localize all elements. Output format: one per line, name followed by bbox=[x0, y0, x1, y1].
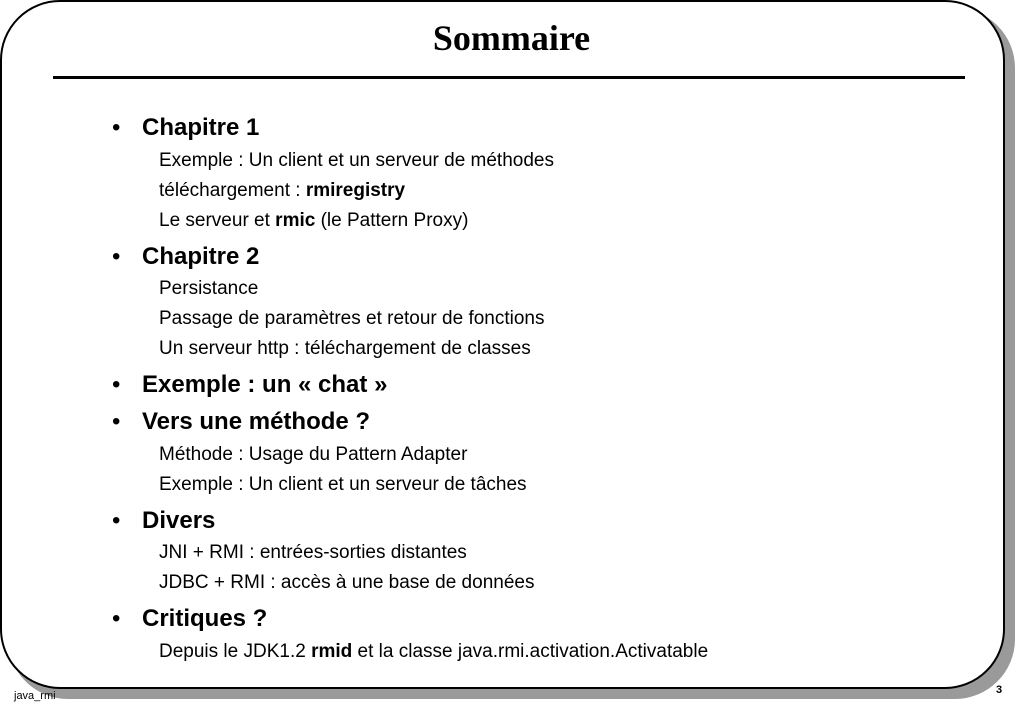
subitem-bold-text: rmid bbox=[311, 641, 353, 662]
subitem-bold-text: rmic bbox=[275, 210, 316, 231]
outline-subitem bbox=[159, 473, 527, 497]
subitem-before-text: Méthode : Usage du Pattern Adapter bbox=[159, 444, 468, 465]
heading-text: Chapitre 1 bbox=[142, 114, 260, 141]
bullet-icon: • bbox=[112, 371, 121, 398]
outline-subitem bbox=[159, 179, 405, 203]
outline-heading bbox=[112, 371, 387, 399]
subitem-before-text: Exemple : Un client et un serveur de tâches bbox=[159, 474, 527, 495]
outline-subitem bbox=[159, 307, 545, 331]
outline-subitem bbox=[159, 571, 534, 595]
subitem-before-text: JDBC + RMI : accès à une base de données bbox=[159, 572, 535, 593]
bullet-icon: • bbox=[112, 243, 121, 270]
subitem-before-text: Passage de paramètres et retour de fonctions bbox=[159, 308, 545, 329]
outline-heading bbox=[112, 408, 370, 436]
heading-text: Critiques ? bbox=[142, 605, 268, 632]
outline-subitem bbox=[159, 337, 531, 361]
footer-filename: java_rmi bbox=[14, 690, 56, 702]
outline-subitem bbox=[159, 541, 467, 565]
subitem-before-text: Depuis le JDK1.2 bbox=[159, 641, 312, 662]
bullet-icon: • bbox=[112, 114, 121, 141]
subitem-before-text: Le serveur et bbox=[159, 210, 276, 231]
bullet-icon: • bbox=[112, 408, 121, 435]
heading-text: Divers bbox=[142, 507, 216, 534]
subitem-bold-text: rmiregistry bbox=[305, 180, 406, 201]
outline-subitem bbox=[159, 209, 468, 233]
slide-title: Sommaire bbox=[432, 18, 591, 58]
subitem-before-text: JNI + RMI : entrées-sorties distantes bbox=[159, 542, 467, 563]
outline-subitem bbox=[159, 443, 467, 467]
outline-heading bbox=[112, 605, 267, 633]
subitem-before-text: Persistance bbox=[159, 278, 259, 299]
heading-text: Exemple : un « chat » bbox=[142, 371, 388, 398]
subitem-before-text: Exemple : Un client et un serveur de méthodes bbox=[159, 150, 554, 171]
heading-text: Vers une méthode ? bbox=[142, 408, 371, 435]
page-number: 3 bbox=[996, 684, 1003, 696]
outline-subitem bbox=[159, 277, 258, 301]
subitem-after-text: (le Pattern Proxy) bbox=[315, 210, 469, 231]
subitem-after-text: et la classe java.rmi.activation.Activatable bbox=[352, 641, 709, 662]
outline-heading bbox=[112, 507, 215, 535]
subitem-before-text: téléchargement : bbox=[159, 180, 306, 201]
outline-heading bbox=[112, 243, 259, 271]
bullet-icon: • bbox=[112, 507, 121, 534]
heading-text: Chapitre 2 bbox=[142, 243, 260, 270]
outline-subitem bbox=[159, 149, 554, 173]
subitem-before-text: Un serveur http : téléchargement de classes bbox=[159, 338, 531, 359]
bullet-icon: • bbox=[112, 605, 121, 632]
outline-subitem bbox=[159, 640, 708, 664]
outline-heading bbox=[112, 114, 259, 142]
